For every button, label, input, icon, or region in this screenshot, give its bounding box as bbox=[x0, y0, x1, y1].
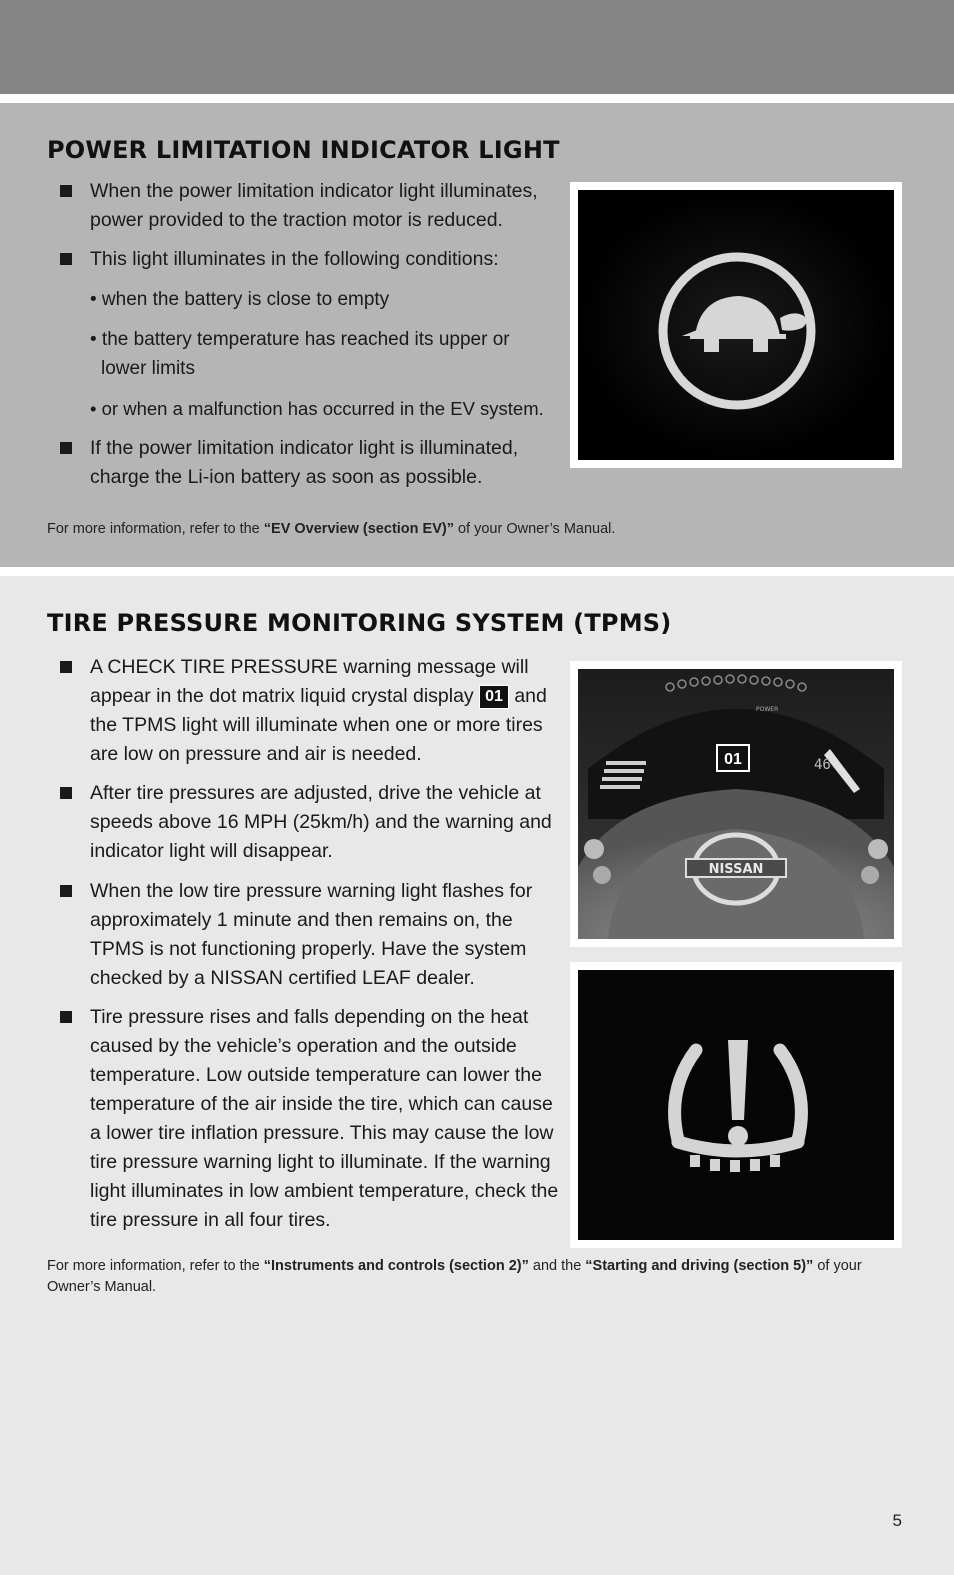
callout-tag: 01 bbox=[479, 685, 509, 709]
sub-item-continued: lower limits bbox=[101, 358, 195, 379]
dashboard-photo bbox=[570, 661, 902, 947]
bullet-square-icon bbox=[60, 885, 72, 897]
tpms-section bbox=[0, 576, 954, 1575]
list-item: If the power limitation indicator light is illuminated, charge the Li-ion battery as soon as possible. bbox=[60, 434, 560, 492]
bullet-square-icon bbox=[60, 661, 72, 673]
bullet-square-icon bbox=[60, 1011, 72, 1023]
list-item: Tire pressure rises and falls depending on the heat caused by the vehicle’s operation and the outside temperature. Low outside temperature can lower the temperature of the air inside the tire, which can cause a lower tire inflation pressure. This may cause the low tire pressure warning light to illuminate. If the warning light illuminates in low ambient temperature, check the tire pressure in all four tires. bbox=[60, 1003, 560, 1235]
photo-callout-tag: 01 bbox=[724, 751, 742, 768]
speed-readout: 46 bbox=[814, 757, 831, 773]
reference-note: For more information, refer to the “EV Overview (section EV)” of your Owner’s Manual. bbox=[47, 521, 616, 537]
list-item: When the low tire pressure warning light flashes for approximately 1 minute and then remains on, the TPMS is not functioning properly. Have the system checked by a NISSAN certified LEAF dealer. bbox=[60, 877, 560, 993]
sub-item: • the battery temperature has reached its upper or bbox=[90, 329, 510, 350]
page-number: 5 bbox=[892, 1511, 902, 1530]
bullet-list bbox=[60, 653, 560, 1235]
top-band bbox=[0, 0, 954, 94]
power-limitation-section bbox=[0, 103, 954, 567]
bullet-square-icon bbox=[60, 442, 72, 454]
power-label: POWER bbox=[756, 706, 779, 713]
turtle-indicator-photo bbox=[570, 182, 902, 468]
tpms-warning-icon bbox=[578, 970, 894, 1240]
turtle-indicator-icon bbox=[578, 190, 894, 460]
tpms-warning-photo bbox=[570, 962, 902, 1248]
list-item: A CHECK TIRE PRESSURE warning message will appear in the dot matrix liquid crystal display 01 and the TPMS light will illuminate when one or more tires are low on pressure and air is needed. bbox=[60, 653, 560, 769]
sub-item: • when the battery is close to empty bbox=[90, 289, 390, 310]
bullet-list bbox=[60, 177, 560, 492]
dashboard-illustration bbox=[578, 669, 894, 939]
list-item: After tire pressures are adjusted, drive the vehicle at speeds above 16 MPH (25km/h) and the warning and indicator light will disappear. bbox=[60, 779, 560, 866]
bullet-square-icon bbox=[60, 253, 72, 265]
bullet-square-icon bbox=[60, 787, 72, 799]
brand-logo-text: NISSAN bbox=[708, 862, 764, 877]
sub-item: • or when a malfunction has occurred in the EV system. bbox=[90, 398, 544, 419]
reference-note: For more information, refer to the “Instruments and controls (section 2)” and the “Starting and driving (section 5)” of your Owner’s Manual. bbox=[47, 1258, 862, 1295]
list-item: When the power limitation indicator light illuminates, power provided to the traction motor is reduced. bbox=[60, 177, 560, 235]
bullet-square-icon bbox=[60, 185, 72, 197]
section-heading: TIRE PRESSURE MONITORING SYSTEM (TPMS) bbox=[47, 609, 672, 637]
section-heading: POWER LIMITATION INDICATOR LIGHT bbox=[47, 136, 560, 164]
list-item: This light illuminates in the following conditions: bbox=[60, 245, 560, 274]
